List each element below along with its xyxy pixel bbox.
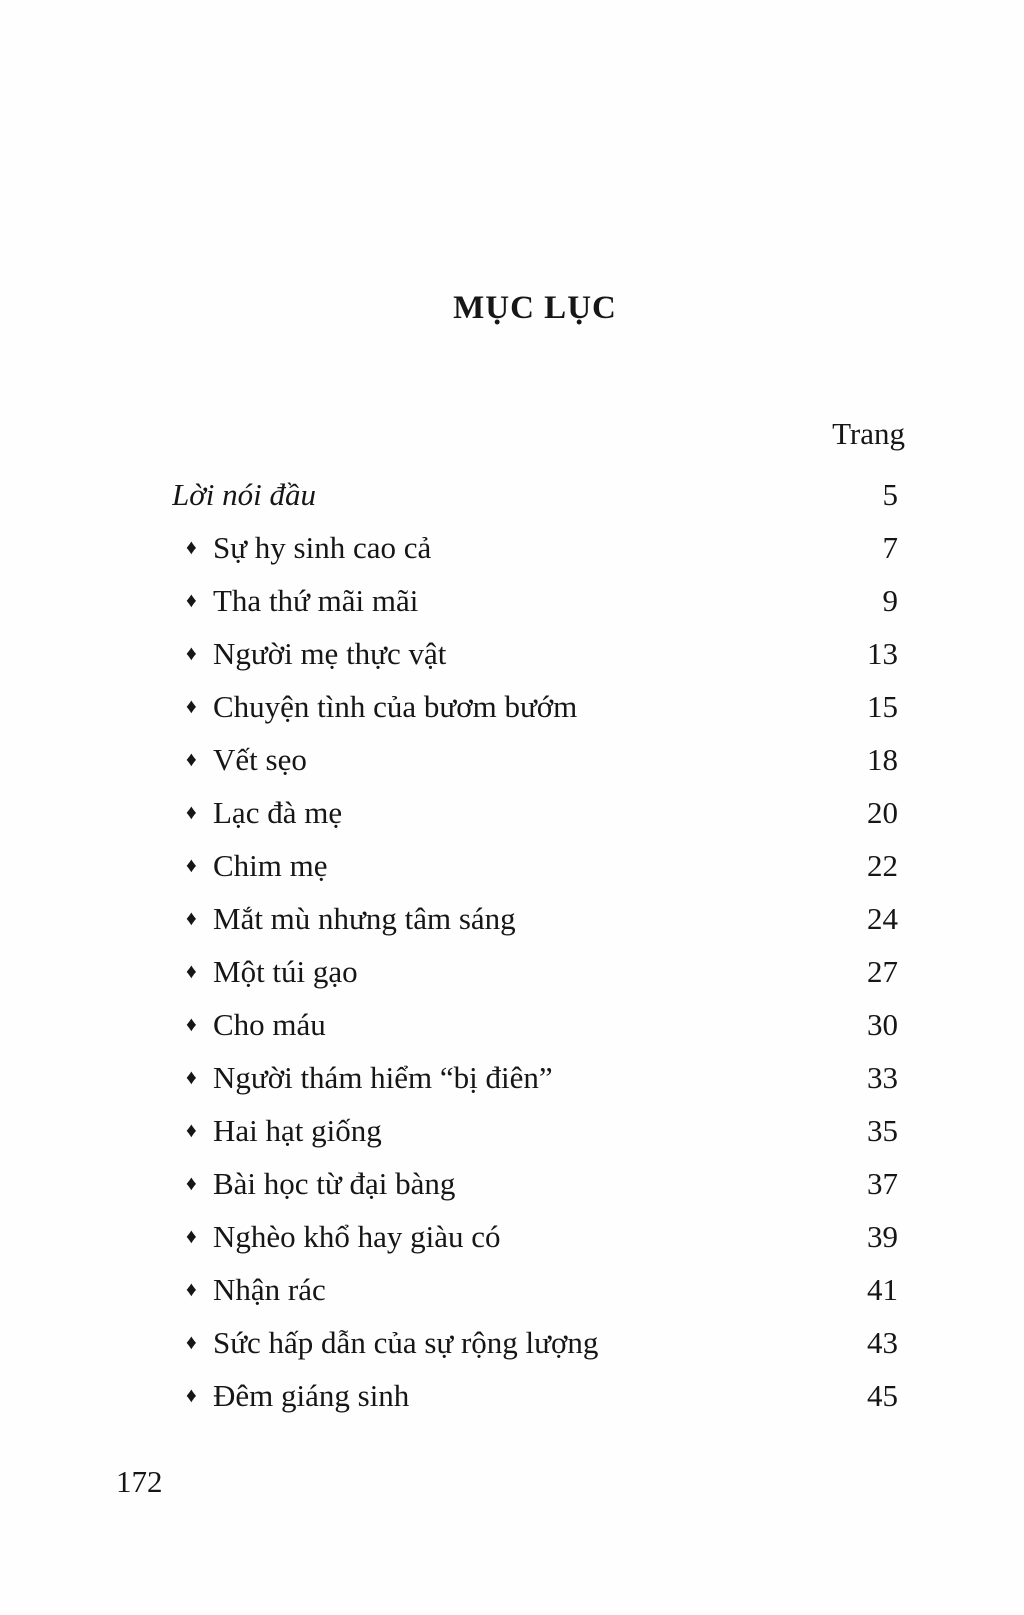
page-column-header: Trang bbox=[832, 416, 905, 451]
toc-entry-page: 27 bbox=[867, 953, 898, 989]
diamond-bullet-icon: ♦ bbox=[186, 1171, 197, 1195]
toc-entry-page: 35 bbox=[867, 1112, 898, 1148]
toc-row bbox=[172, 1369, 898, 1422]
diamond-bullet-icon: ♦ bbox=[186, 1118, 197, 1142]
toc-entry-title: Tha thứ mãi mãi bbox=[213, 582, 419, 618]
toc-row bbox=[172, 1157, 898, 1210]
toc-entry-page: 18 bbox=[867, 741, 898, 777]
toc-row bbox=[172, 1051, 898, 1104]
toc-row bbox=[172, 1316, 898, 1369]
toc-entry-title: Lạc đà mẹ bbox=[213, 794, 343, 830]
toc-entry-page: 13 bbox=[867, 635, 898, 671]
diamond-bullet-icon: ♦ bbox=[186, 1224, 197, 1248]
diamond-bullet-icon: ♦ bbox=[186, 1383, 197, 1407]
toc-entry-page: 30 bbox=[867, 1006, 898, 1042]
toc-row bbox=[172, 574, 898, 627]
toc-entry-page: 41 bbox=[867, 1271, 898, 1307]
toc-row bbox=[172, 786, 898, 839]
diamond-bullet-icon: ♦ bbox=[186, 1065, 197, 1089]
toc-row bbox=[172, 680, 898, 733]
toc-entry-title: Nghèo khổ hay giàu có bbox=[213, 1218, 501, 1254]
diamond-bullet-icon: ♦ bbox=[186, 1330, 197, 1354]
toc-entry-title: Mắt mù nhưng tâm sáng bbox=[213, 900, 516, 936]
toc-entry-title: Nhận rác bbox=[213, 1271, 326, 1307]
toc-entry-page: 39 bbox=[867, 1218, 898, 1254]
toc-entry-title: Bài học từ đại bàng bbox=[213, 1165, 456, 1201]
toc-row bbox=[172, 521, 898, 574]
toc-entry-title: Chuyện tình của bươm bướm bbox=[213, 688, 578, 724]
diamond-bullet-icon: ♦ bbox=[186, 1012, 197, 1036]
toc-entry-page: 43 bbox=[867, 1324, 898, 1360]
toc-entry-title: Đêm giáng sinh bbox=[213, 1377, 410, 1413]
toc-row bbox=[172, 1263, 898, 1316]
toc-entry-page: 24 bbox=[867, 900, 898, 936]
toc-entry-page: 22 bbox=[867, 847, 898, 883]
toc-row bbox=[172, 945, 898, 998]
toc-row bbox=[172, 839, 898, 892]
toc-row bbox=[172, 1104, 898, 1157]
toc-entry-page: 7 bbox=[882, 529, 898, 565]
toc-row bbox=[172, 998, 898, 1051]
toc-row bbox=[172, 892, 898, 945]
diamond-bullet-icon: ♦ bbox=[186, 853, 197, 877]
diamond-bullet-icon: ♦ bbox=[186, 641, 197, 665]
toc-entry-title: Người mẹ thực vật bbox=[213, 635, 447, 671]
page-title: MỤC LỤC bbox=[453, 290, 617, 326]
toc-entry-title: Hai hạt giống bbox=[213, 1112, 382, 1148]
page-number-folio: 172 bbox=[116, 1464, 163, 1499]
toc-entry-page: 5 bbox=[882, 476, 898, 512]
diamond-bullet-icon: ♦ bbox=[186, 694, 197, 718]
toc-row-preface bbox=[172, 468, 898, 521]
toc-entry-page: 37 bbox=[867, 1165, 898, 1201]
toc-entry-page: 9 bbox=[882, 582, 898, 618]
diamond-bullet-icon: ♦ bbox=[186, 800, 197, 824]
toc-entry-page: 15 bbox=[867, 688, 898, 724]
toc-row bbox=[172, 733, 898, 786]
toc-row bbox=[172, 1210, 898, 1263]
diamond-bullet-icon: ♦ bbox=[186, 906, 197, 930]
toc-entry-title: Lời nói đầu bbox=[172, 476, 317, 512]
toc-entry-page: 33 bbox=[867, 1059, 898, 1095]
toc-entry-title: Sức hấp dẫn của sự rộng lượng bbox=[213, 1324, 599, 1360]
toc-row bbox=[172, 627, 898, 680]
toc-entry-title: Một túi gạo bbox=[213, 953, 358, 989]
toc-entry-title: Cho máu bbox=[213, 1006, 326, 1042]
toc-entry-title: Chim mẹ bbox=[213, 847, 328, 883]
toc-entry-title: Sự hy sinh cao cả bbox=[213, 529, 432, 565]
diamond-bullet-icon: ♦ bbox=[186, 1277, 197, 1301]
diamond-bullet-icon: ♦ bbox=[186, 747, 197, 771]
diamond-bullet-icon: ♦ bbox=[186, 959, 197, 983]
toc-entry-title: Người thám hiểm “bị điên” bbox=[213, 1059, 553, 1095]
toc-entry-page: 20 bbox=[867, 794, 898, 830]
toc-entry-title: Vết sẹo bbox=[213, 741, 307, 777]
diamond-bullet-icon: ♦ bbox=[186, 588, 197, 612]
table-of-contents bbox=[172, 468, 898, 1422]
diamond-bullet-icon: ♦ bbox=[186, 535, 197, 559]
toc-entry-page: 45 bbox=[867, 1377, 898, 1413]
